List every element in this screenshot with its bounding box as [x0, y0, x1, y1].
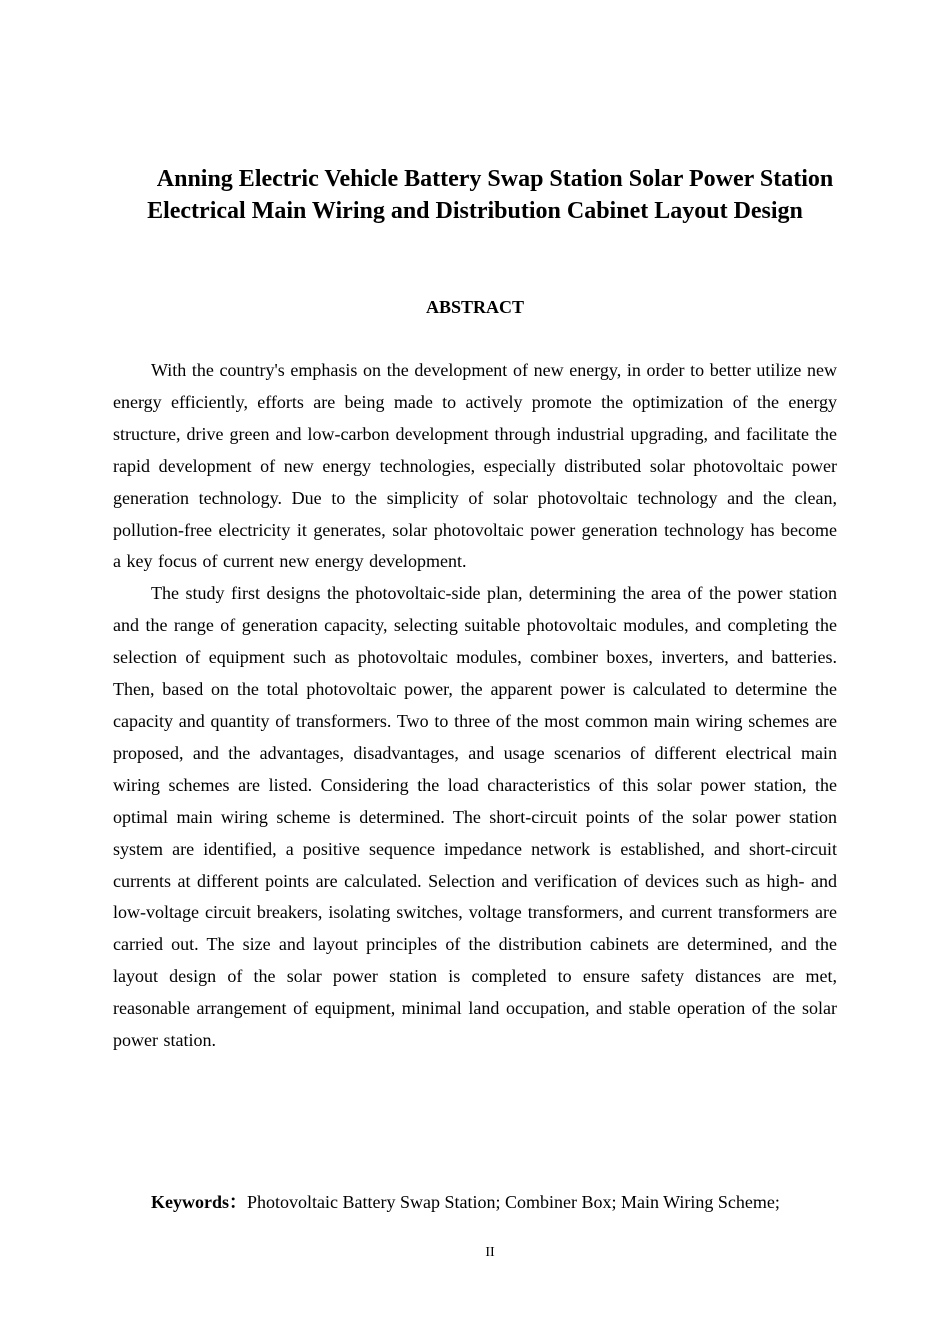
- page-number: II: [485, 1245, 495, 1260]
- keywords-line: [151, 1187, 851, 1217]
- abstract-paragraph-2: The study first designs the photovoltaic-side plan, determining the area of the power station and the range of generation capacity, selecting suitable photovoltaic modules, and completing the selection of equipment such as photovoltaic modules, combiner boxes, inverters, and batteries. Then, based on the total photovoltaic power, the apparent power is calculated to determine the capacity and quantity of transformers. Two to three of the most common main wiring schemes are proposed, and the advantages, disadvantages, and usage scenarios of different electrical main wiring schemes are listed. Considering the load characteristics of this solar power station, the optimal main wiring scheme is determined. The short-circuit points of the solar power station system are identified, a positive sequence impedance network is established, and short-circuit currents at different points are calculated. Selection and verification of devices such as high- and low-voltage circuit breakers, isolating switches, voltage transformers, and current transformers are carried out. The size and layout principles of the distribution cabinets are determined, and the layout design of the solar power station is completed to ensure safety distances are met, reasonable arrangement of equipment, minimal land occupation, and stable operation of the solar power station.: [113, 583, 837, 1051]
- abstract-paragraph-1: With the country's emphasis on the development of new energy, in order to better utilize new energy efficiently, efforts are being made to actively promote the optimization of the energy structure, drive green and low-carbon development through industrial upgrading, and facilitate the rapid development of new energy technologies, especially distributed solar photovoltaic power generation technology. Due to the simplicity of solar photovoltaic technology and the clean, pollution-free electricity it generates, solar photovoltaic power generation technology has become a key focus of current new energy development.: [113, 360, 837, 572]
- document-title: [113, 163, 837, 227]
- abstract-heading: ABSTRACT: [425, 297, 525, 317]
- keywords-label: Keywords：: [151, 1192, 247, 1212]
- title-text: Anning Electric Vehicle Battery Swap Station Solar Power Station Electrical Main Wiring and Distribution Cabinet Layout Design: [147, 166, 834, 224]
- keywords-text: Photovoltaic Battery Swap Station; Combiner Box; Main Wiring Scheme;: [247, 1192, 780, 1212]
- abstract-body: [113, 355, 837, 1057]
